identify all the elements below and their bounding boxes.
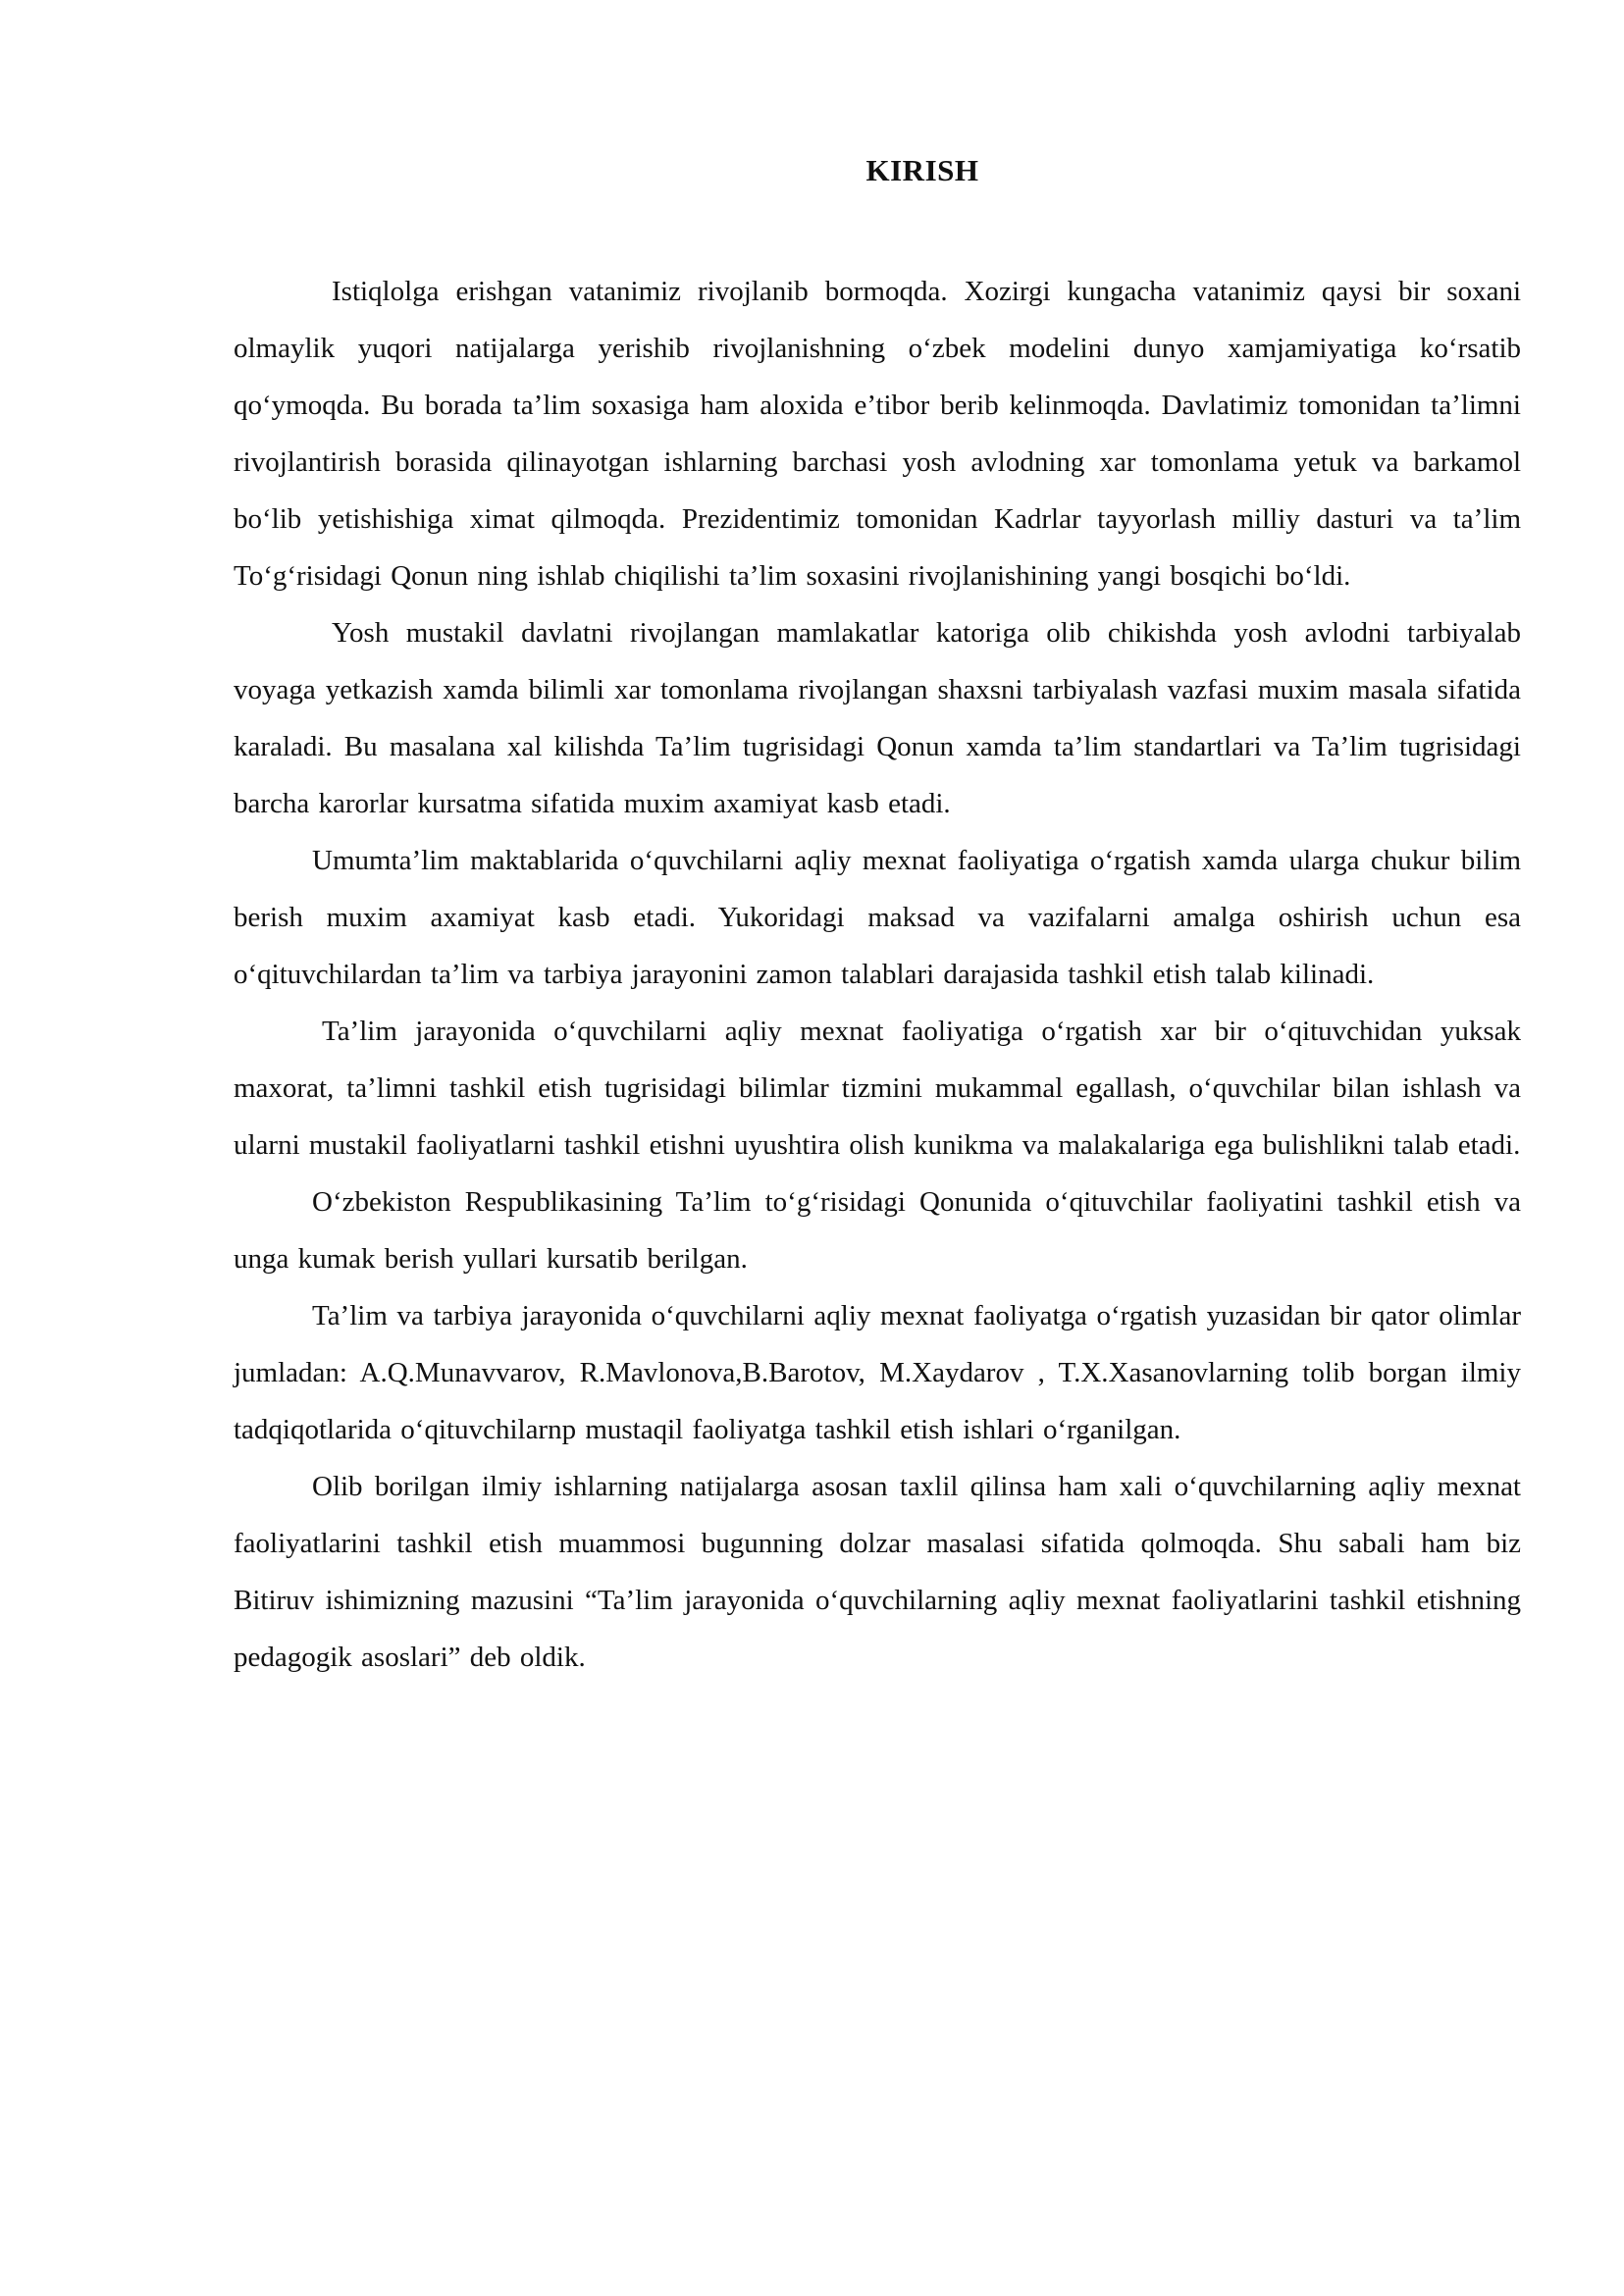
page-title: KIRISH <box>865 153 979 187</box>
paragraph-law: O‘zbekiston Respublikasining Ta’lim to‘g‘risidagi Qonunida o‘qituvchilar faoliyatini tashkil etish va unga kumak berish yullari kursatib berilgan. <box>234 1186 1521 1275</box>
paragraph-young-generation: Yosh mustakil davlatni rivojlangan mamlakatlar katoriga olib chikishda yosh avlodni tarbiyalab voyaga yetkazish xamda bilimli xar tomonlama rivojlangan shaxsni tarbiyalash vazfasi muxim masala sifatida karaladi. Bu masalana xal kilishda Ta’lim tugrisidagi Qonun xamda ta’lim standartlari va Ta’lim tugrisidagi barcha karorlar kursatma sifatida muxim axamiyat kasb etadi. <box>234 617 1521 819</box>
paragraph-conclusion: Olib borilgan ilmiy ishlarning natijalarga asosan taxlil qilinsa ham xali o‘quvchilarning aqliy mexnat faoliyatlarini tashkil etish muammosi bugunning dolzar masalasi sifatida qolmoqda. Shu sabali ham biz Bitiruv ishimizning mazusini “Ta’lim jarayonida o‘quvchilarning aqliy mexnat faoliyatlarini tashkil etishning pedagogik asoslari” deb oldik. <box>234 1471 1521 1673</box>
document-body <box>234 263 1521 1686</box>
paragraph-general-schools: Umumta’lim maktablarida o‘quvchilarni aqliy mexnat faoliyatiga o‘rgatish xamda ularga chukur bilim berish muxim axamiyat kasb etadi. Yukoridagi maksad va vazifalarni amalga oshirish uchun esa o‘qituvchilardan ta’lim va tarbiya jarayonini zamon talablari darajasida tashkil etish talab kilinadi. <box>234 845 1521 990</box>
paragraph-intro: Istiqlolga erishgan vatanimiz rivojlanib bormoqda. Xozirgi kungacha vatanimiz qaysi bir soxani olmaylik yuqori natijalarga yerishib rivojlanishning o‘zbek modelini dunyo xamjamiyatiga ko‘rsatib qo‘ymoqda. Bu borada ta’lim soxasiga ham aloxida e’tibor berib kelinmoqda. Davlatimiz tomonidan ta’limni rivojlantirish borasida qilinayotgan ishlarning barchasi yosh avlodning xar tomonlama yetuk va barkamol bo‘lib yetishishiga ximat qilmoqda. Prezidentimiz tomonidan Kadrlar tayyorlash milliy dasturi va ta’lim To‘g‘risidagi Qonun ning ishlab chiqilishi ta’lim soxasini rivojlanishining yangi bosqichi bo‘ldi. <box>234 276 1521 592</box>
paragraph-scholars: Ta’lim va tarbiya jarayonida o‘quvchilarni aqliy mexnat faoliyatga o‘rgatish yuzasidan bir qator olimlar jumladan: A.Q.Munavvarov, R.Mavlonova,B.Barotov, M.Xaydarov , T.X.Xasanovlarning tolib borgan ilmiy tadqiqotlarida o‘qituvchilarnp mustaqil faoliyatga tashkil etish ishlari o‘rganilgan. <box>234 1300 1521 1445</box>
paragraph-education-process: Ta’lim jarayonida o‘quvchilarni aqliy mexnat faoliyatiga o‘rgatish xar bir o‘qituvchidan yuksak maxorat, ta’limni tashkil etish tugrisidagi bilimlar tizmini mukammal egallash, o‘quvchilar bilan ishlash va ularni mustakil faoliyatlarni tashkil etishni uyushtira olish kunikma va malakalariga ega bulishlikni talab etadi. <box>234 1016 1521 1161</box>
